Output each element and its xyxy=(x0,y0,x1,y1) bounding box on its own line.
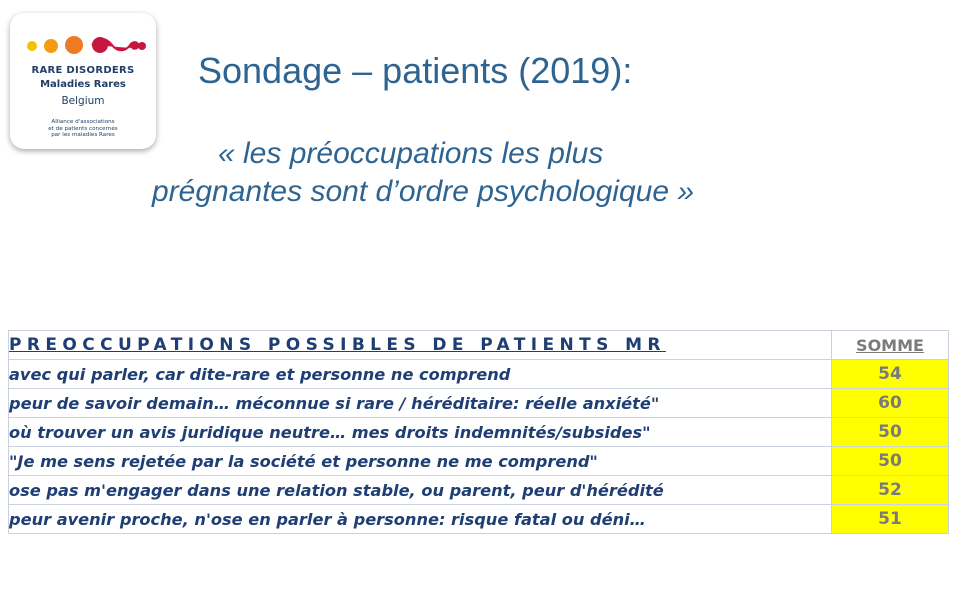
row-label: peur de savoir demain… méconnue si rare / héréditaire: réelle anxiété" xyxy=(9,389,832,418)
logo-line-belgium: Belgium xyxy=(61,95,105,107)
logo-tagline-line: et de patients concernés xyxy=(48,125,118,132)
table-header-row xyxy=(9,331,949,360)
table-row xyxy=(9,447,949,476)
slide-quote-line-1: « les préoccupations les plus xyxy=(218,137,604,170)
row-sum-value: 50 xyxy=(832,418,949,447)
row-sum-value: 54 xyxy=(832,360,949,389)
table-row xyxy=(9,505,949,534)
table-row xyxy=(9,389,949,418)
logo-dots-icon xyxy=(26,35,152,55)
table-header-sum: SOMME xyxy=(832,331,949,360)
table-row xyxy=(9,476,949,505)
logo-tagline-line: par les maladies Rares xyxy=(51,132,115,138)
slide-title: Sondage – patients (2019): xyxy=(198,50,633,91)
row-sum-value: 60 xyxy=(832,389,949,418)
logo-card xyxy=(10,13,156,149)
row-label: peur avenir proche, n'ose en parler à personne: risque fatal ou déni… xyxy=(9,505,832,534)
row-sum-value: 52 xyxy=(832,476,949,505)
preoccupations-table xyxy=(8,330,949,534)
logo-tagline-line: Alliance d'associations xyxy=(51,119,115,125)
table-row xyxy=(9,418,949,447)
row-label: "Je me sens rejetée par la société et personne ne me comprend" xyxy=(9,447,832,476)
row-label: où trouver un avis juridique neutre… mes droits indemnités/subsides" xyxy=(9,418,832,447)
table-header-label: PREOCCUPATIONS POSSIBLES DE PATIENTS MR xyxy=(9,331,832,360)
row-label: ose pas m'engager dans une relation stable, ou parent, peur d'hérédité xyxy=(9,476,832,505)
row-label: avec qui parler, car dite-rare et personne ne comprend xyxy=(9,360,832,389)
row-sum-value: 50 xyxy=(832,447,949,476)
logo-line-rare-disorders: RARE DISORDERS xyxy=(31,65,135,76)
logo-tagline xyxy=(30,119,136,139)
table-row xyxy=(9,360,949,389)
slide-quote-line-2: prégnantes sont d’ordre psychologique » xyxy=(152,175,695,208)
row-sum-value: 51 xyxy=(832,505,949,534)
logo-line-maladies-rares: Maladies Rares xyxy=(40,79,126,90)
